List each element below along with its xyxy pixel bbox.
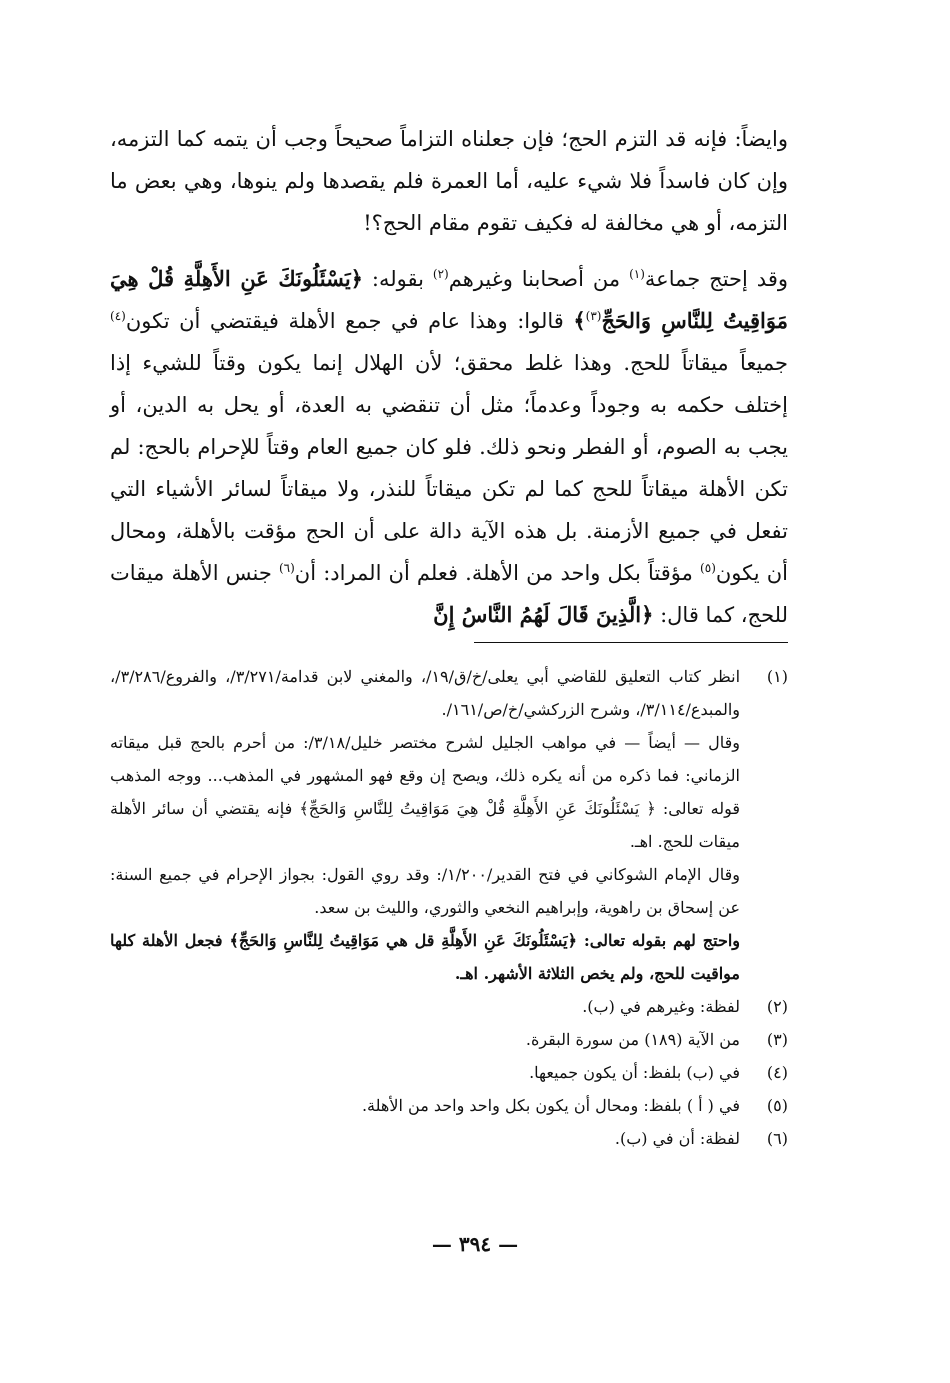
footnote-5 <box>110 1089 788 1122</box>
text-run: بقوله: <box>362 267 433 291</box>
footnote-text: في (ب) بلفظ: أن يكون جميعها. <box>529 1063 740 1082</box>
footnote-number: (٢) <box>766 997 788 1016</box>
footnote-text: لفظة: أن في (ب). <box>614 1129 740 1148</box>
footnote-1-continuation: واحتج لهم بقوله تعالى: ﴿يَسْئَلُونَكَ عَنِ الأَهِلَّةِ قل هي مَوَاقِيتُ لِلنَّاسِ وَالحَجِّ﴾ فجعل الأهلة كلها مواقيت للحج، ولم يخص الثلاثة الأشهر. اهـ. <box>110 931 740 983</box>
footnote-number: (٦) <box>766 1129 788 1148</box>
text-run: جنس الأهلة ميقات للحج، كما قال: <box>110 561 788 627</box>
footnote-6 <box>110 1122 788 1155</box>
footnote-1-continuation: وقال — أيضاً — في مواهب الجليل لشرح مختصر خليل/٣/١٨/: من أحرم بالحج قبل ميقاته الزماني: فما ذكره من أنه يكره ذلك، ويصح إن وقع فهو المشهور في المذهب... ووجه المذهب قوله تعالى: ﴿ يَسْئَلُونَكَ عَنِ الأَهِلَّةِ قُلْ هِيَ مَوَاقِيتُ لِلنَّاسِ وَالحَجِّ﴾ فإنه يقتضي أن سائر الأهلة ميقات للحج. اهـ. <box>110 733 741 851</box>
footnotes <box>110 660 788 1155</box>
footnote-ref-3: (٣) <box>585 309 602 323</box>
footnote-separator <box>474 642 788 643</box>
footnote-ref-2: (٢) <box>432 267 449 281</box>
footnote-text: في ( أ ) بلفظ: ومحال أن يكون بكل واحد واحد من الأهلة. <box>361 1096 740 1115</box>
paragraph-1: وايضاً: فإنه قد التزم الحج؛ فإن جعلناه التزاماً صحيحاً وجب أن يتمه كما التزمه، وإن كان فاسداً فلا شيء عليه، أما العمرة فلم يقصدها ولم ينوها، وهي بعض ما التزمه، أو هي مخالفة له فكيف تقوم مقام الحج؟! <box>110 127 788 235</box>
footnote-text: من الآية (١٨٩) من سورة البقرة. <box>525 1030 740 1049</box>
footnote-number: (٤) <box>766 1063 788 1082</box>
quran-bracket: ﴾ <box>573 308 586 333</box>
text-run: مؤقتاً بكل واحد من الأهلة. فعلم أن المراد: أن <box>294 561 701 585</box>
footnote-text: انظر كتاب التعليق للقاضي أبي يعلى/خ/ق/١٩/، والمغني لابن قدامة/٣/٢٧١/، والفروع/٣/٢٨٦/، والمبدع/٣/١١٤/، وشرح الزركشي/خ/ص/١٦١/. <box>110 667 741 719</box>
footnote-1 <box>110 660 788 726</box>
text-run: جميعاً ميقاتاً للحج. وهذا غلط محقق؛ لأن الهلال إنما يكون وقتاً للشيء إذا إختلف حكمه به وجوداً وعدماً؛ مثل أن تنقضي به العدة، أو يحل به الدين، أو يجب به الصوم، أو الفطر ونحو ذلك. فلو كان جميع العام وقتاً للإحرام بالحج: لم تكن الأهلة ميقاتاً للحج كما لم تكن ميقاتاً للنذر، ولا ميقاتاً لسائر الأشياء التي تفعل في جميع الأزمنة. بل هذه الآية دالة على أن الحج مؤقت بالأهلة، ومحال أن يكون <box>110 351 788 585</box>
text-run: وقد إحتج جماعة <box>644 267 788 291</box>
footnote-ref-1: (١) <box>629 267 645 281</box>
footnote-number: (٥) <box>766 1096 788 1115</box>
text-run: من أصحابنا وغيرهم <box>448 267 630 291</box>
quran-verse: ﴿الَّذِينَ قَالَ لَهُمُ النَّاسُ إِنَّ <box>433 602 654 627</box>
footnote-ref-4: (٤) <box>110 309 126 323</box>
page-number: — ٣٩٤ — <box>431 1232 519 1256</box>
footnote-ref-5: (٥) <box>700 561 716 575</box>
footnote-2 <box>110 990 788 1023</box>
quran-verse: ﴿يَسْئَلُونَكَ عَنِ الأَهِلَّةِ قُلْ هِيَ مَوَاقِيتُ لِلنَّاسِ وَالحَجِّ <box>110 266 788 333</box>
text-run: قالوا: وهذا عام في جمع الأهلة فيقتضي أن تكون <box>125 309 574 333</box>
footnote-number: (٣) <box>766 1030 788 1049</box>
footnote-1-continuation: وقال الإمام الشوكاني في فتح القدير/١/٢٠٠/: وقد روي القول: بجواز الإحرام في جميع السنة: عن إسحاق بن راهوية، وإبراهيم النخعي والثوري، والليث بن سعد. <box>110 865 741 917</box>
paragraph-2 <box>110 258 788 636</box>
footnote-4 <box>110 1056 788 1089</box>
footnote-text: لفظة: وغيرهم في (ب). <box>582 997 740 1016</box>
footnote-number: (١) <box>766 667 788 686</box>
main-text <box>110 118 788 636</box>
footnote-3 <box>110 1023 788 1056</box>
footnote-ref-6: (٦) <box>278 561 295 575</box>
